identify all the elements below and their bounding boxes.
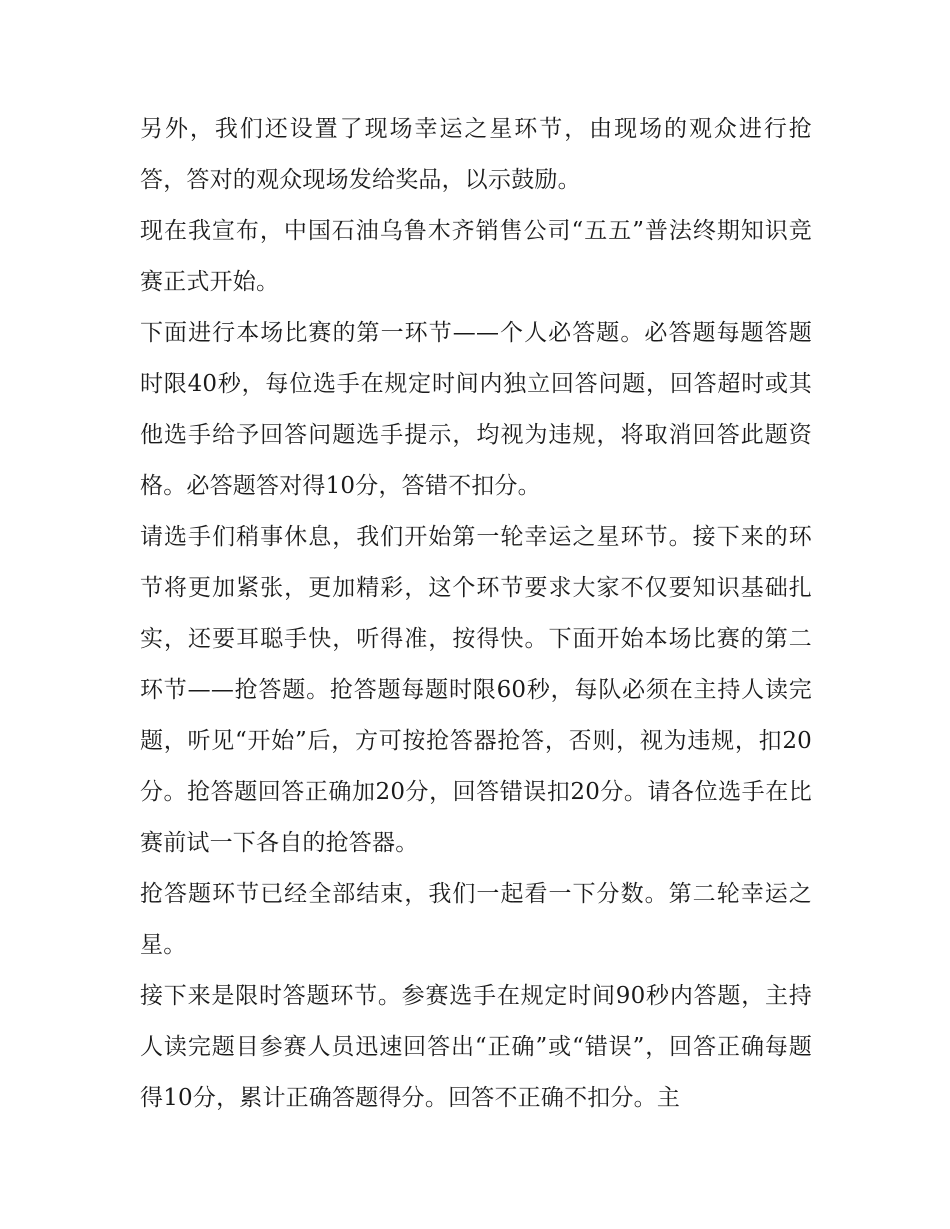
paragraph-lucky-star-intro: 另外，我们还设置了现场幸运之星环节，由现场的观众进行抢答，答对的观众现场发给奖品，以示鼓励。 xyxy=(140,116,812,193)
paragraph-timed-round: 接下来是限时答题环节。参赛选手在规定时间90秒内答题，主持人读完题目参赛人员迅速回答出“正确”或“错误”，回答正确每题得10分，累计正确答题得分。回答不正确不扣分。主 xyxy=(140,983,812,1111)
document-body xyxy=(140,104,812,1124)
paragraph-competition-start: 现在我宣布，中国石油乌鲁木齐销售公司“五五”普法终期知识竞赛正式开始。 xyxy=(140,218,812,295)
paragraph-buzzer-ended: 抢答题环节已经全部结束，我们一起看一下分数。第二轮幸运之星。 xyxy=(140,881,812,958)
paragraph-round-two-buzzer: 请选手们稍事休息，我们开始第一轮幸运之星环节。接下来的环节将更加紧张，更加精彩，这个环节要求大家不仅要知识基础扎实，还要耳聪手快，听得准，按得快。下面开始本场比赛的第二环节——抢答题。抢答题每题时限60秒，每队必须在主持人读完题，听见“开始”后，方可按抢答器抢答，否则，视为违规，扣20分。抢答题回答正确加20分，回答错误扣20分。请各位选手在比赛前试一下各自的抢答器。 xyxy=(140,524,812,856)
paragraph-round-one-required: 下面进行本场比赛的第一环节——个人必答题。必答题每题答题时限40秒，每位选手在规定时间内独立回答问题，回答超时或其他选手给予回答问题选手提示，均视为违规，将取消回答此题资格。必答题答对得10分，答错不扣分。 xyxy=(140,320,812,499)
